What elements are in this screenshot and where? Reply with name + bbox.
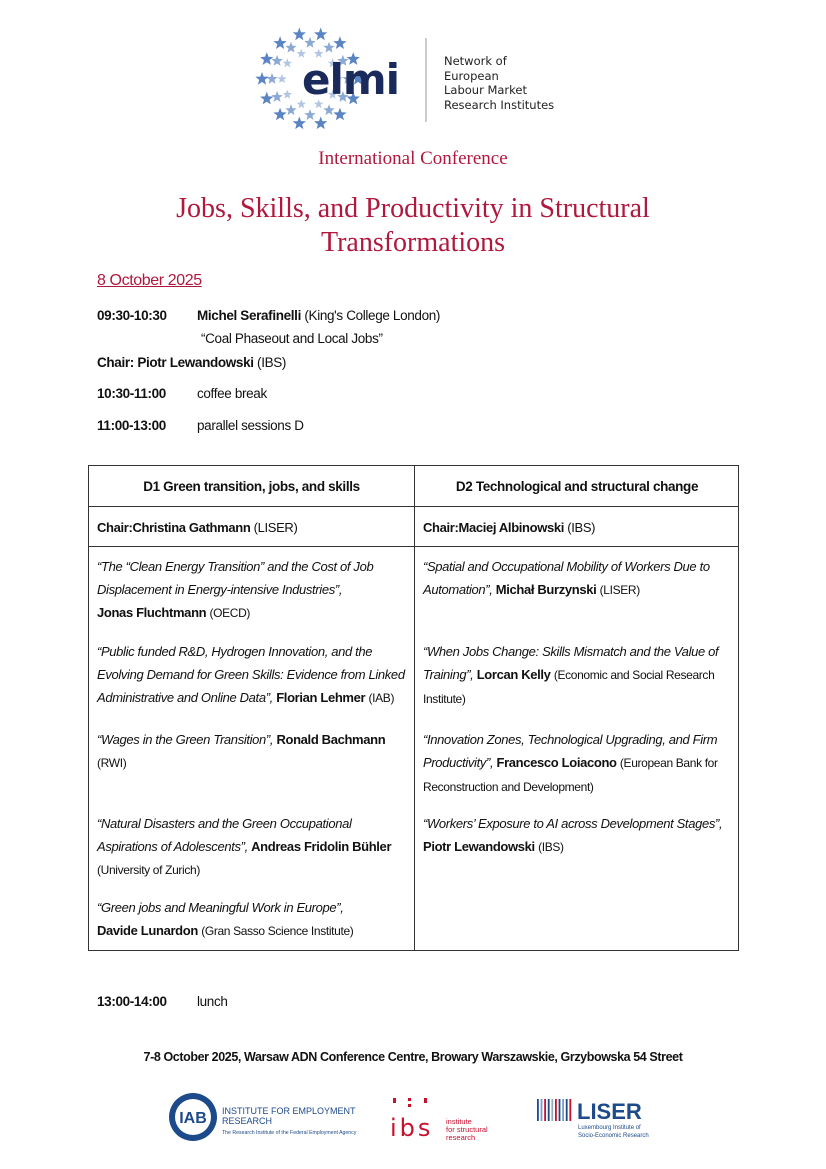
paper-author: Ronald Bachmann [276, 732, 386, 747]
liser-name-line: Luxembourg Institute of [578, 1125, 641, 1131]
paper-title: “Green jobs and Meaningful Work in Europe”, [97, 900, 344, 915]
paper-title: “Innovation Zones, Technological Upgrading, and Firm Productivity”, [423, 732, 718, 770]
chair-label: Chair: [423, 519, 459, 535]
session-d2-chair [415, 507, 739, 547]
parallel-sessions-item: parallel sessions D [197, 418, 304, 433]
paper-item [97, 640, 415, 710]
liser-logo [535, 1093, 665, 1143]
ibs-name-line: research [446, 1133, 476, 1142]
star-icon [260, 52, 273, 65]
ibs-logo [388, 1090, 498, 1150]
session-d1-header: D1 Green transition, jobs, and skills [143, 479, 360, 494]
paper-author: Jonas Fluchtmann [97, 605, 207, 620]
paper-affiliation: (RWI) [97, 756, 127, 770]
paper-affiliation: (Economic and Social Research Institute) [423, 668, 715, 706]
chair-label: Chair: [97, 519, 133, 535]
speaker-affiliation: (King's College London) [304, 308, 441, 323]
liser-bar [537, 1099, 539, 1121]
sessions-table [88, 465, 739, 951]
org-line: Labour Market [444, 83, 527, 97]
paper-item [97, 555, 409, 625]
iab-name-line: INSTITUTE FOR EMPLOYMENT [222, 1106, 356, 1116]
star-icon [304, 37, 315, 48]
star-icon [304, 109, 315, 120]
star-icon [333, 36, 346, 49]
liser-name-line: Socio-Economic Research [578, 1133, 649, 1139]
star-icon [266, 73, 277, 84]
liser-bar [566, 1099, 568, 1121]
paper-author: Andreas Fridolin Bühler [251, 839, 392, 854]
venue-footer: 7-8 October 2025, Warsaw ADN Conference Centre, Browary Warszawskie, Grzybowska 54 Street [143, 1050, 683, 1064]
elmi-logo-text: elmi [302, 55, 400, 104]
ibs-name-line: institute [446, 1117, 472, 1126]
iab-name-line: RESEARCH [222, 1116, 273, 1126]
speaker-name: Michel Serafinelli [197, 308, 301, 323]
star-icon [273, 108, 286, 121]
star-icon [273, 36, 286, 49]
chair-affiliation: (IBS) [567, 519, 596, 535]
org-line: Research Institutes [444, 97, 555, 112]
org-line: Network of [444, 54, 507, 68]
liser-bar [559, 1099, 561, 1121]
star-icon [285, 104, 296, 115]
chair-name: Piotr Lewandowski [137, 355, 254, 370]
star-icon [333, 108, 346, 121]
star-icon [293, 117, 306, 130]
paper-author: Lorcan Kelly [476, 667, 551, 682]
star-icon [293, 28, 306, 41]
star-icon [283, 90, 293, 99]
liser-bar [544, 1099, 546, 1121]
star-icon [314, 117, 327, 130]
paper-item [423, 728, 733, 799]
paper-affiliation: (IAB) [368, 691, 395, 705]
paper-affiliation: (LISER) [599, 583, 640, 597]
paper-author: Francesco Loiacono [496, 755, 617, 770]
paper-item [423, 812, 733, 859]
liser-bar [569, 1099, 571, 1121]
session-d2-header: D2 Technological and structural change [455, 479, 699, 494]
star-icon [285, 42, 296, 53]
paper-item [423, 640, 733, 711]
paper-item [97, 896, 409, 943]
ibs-dots-icon [393, 1098, 427, 1107]
star-icon [271, 91, 282, 102]
chair-label: Chair: [97, 355, 138, 370]
paper-author: Davide Lunardon [97, 923, 198, 938]
chair-name: Christina Gathmann [132, 519, 251, 535]
conference-type: International Conference [318, 148, 508, 169]
liser-bar [541, 1099, 543, 1121]
lunch-item: lunch [197, 994, 228, 1009]
paper-title: “Spatial and Occupational Mobility of Workers Due to Automation”, [423, 559, 710, 597]
time-slot: 13:00-14:00 [97, 994, 167, 1009]
keynote-chair [97, 355, 286, 370]
ibs-name-line: for structural [446, 1125, 488, 1134]
paper-author: Florian Lehmer [276, 690, 366, 705]
paper-title: “The “Clean Energy Transition” and the Cost of Job Displacement in Energy-intensive Industries”, [97, 559, 374, 597]
paper-title: “Public funded R&D, Hydrogen Innovation, and the Evolving Demand for Green Skills: Evidence from Linked Administrative and Online Data”, [97, 644, 405, 705]
chair-affiliation: (IBS) [257, 355, 287, 370]
paper-title: “When Jobs Change: Skills Mismatch and the Value of Training”, [423, 644, 719, 682]
org-line: European [444, 68, 499, 83]
date-heading: 8 October 2025 [97, 272, 202, 289]
chair-name: Maciej Albinowski [458, 519, 565, 535]
paper-affiliation: (University of Zurich) [97, 863, 200, 877]
paper-title: “Workers’ Exposure to AI across Development Stages”, [423, 816, 723, 831]
star-icon [255, 72, 268, 85]
liser-bar [551, 1099, 553, 1121]
time-slot: 11:00-13:00 [97, 418, 166, 433]
keynote-title: “Coal Phaseout and Local Jobs” [201, 331, 383, 346]
paper-affiliation: (OECD) [209, 606, 251, 620]
liser-bar [555, 1099, 557, 1121]
liser-bar [562, 1099, 564, 1121]
keynote-item [197, 308, 440, 323]
paper-author: Michał Burzynski [495, 582, 597, 597]
break-item: coffee break [197, 386, 267, 401]
star-icon [323, 42, 334, 53]
paper-item [97, 728, 409, 775]
chair-affiliation: (LISER) [253, 519, 298, 535]
liser-barcode-icon [537, 1099, 571, 1121]
paper-author: Piotr Lewandowski [423, 839, 535, 854]
iab-mark: IAB [179, 1110, 207, 1127]
star-icon [323, 104, 334, 115]
star-icon [271, 55, 282, 66]
paper-affiliation: (Gran Sasso Science Institute) [201, 924, 354, 938]
star-icon [314, 28, 327, 41]
ibs-mark: ibs [390, 1114, 434, 1142]
paper-title: “Wages in the Green Transition”, [97, 732, 274, 747]
time-slot: 10:30-11:00 [97, 386, 166, 401]
paper-title: “Natural Disasters and the Green Occupational Aspirations of Adolescents”, [97, 816, 352, 854]
star-icon [260, 92, 273, 105]
iab-logo [168, 1090, 358, 1146]
paper-affiliation: (IBS) [538, 840, 564, 854]
liser-mark: LISER [577, 1099, 642, 1124]
paper-item [423, 555, 733, 602]
star-icon [283, 58, 293, 67]
session-d1-chair [89, 507, 414, 547]
paper-affiliation: (European Bank for Reconstruction and Development) [423, 756, 718, 794]
paper-item [97, 812, 409, 882]
star-icon [277, 74, 287, 83]
time-slot: 09:30-10:30 [97, 308, 167, 323]
liser-bar [548, 1099, 550, 1121]
conference-title: Jobs, Skills, and Productivity in Structural Transformations [176, 193, 650, 258]
network-description [444, 54, 554, 112]
iab-tagline: The Research Institute of the Federal Employment Agency [222, 1130, 357, 1136]
